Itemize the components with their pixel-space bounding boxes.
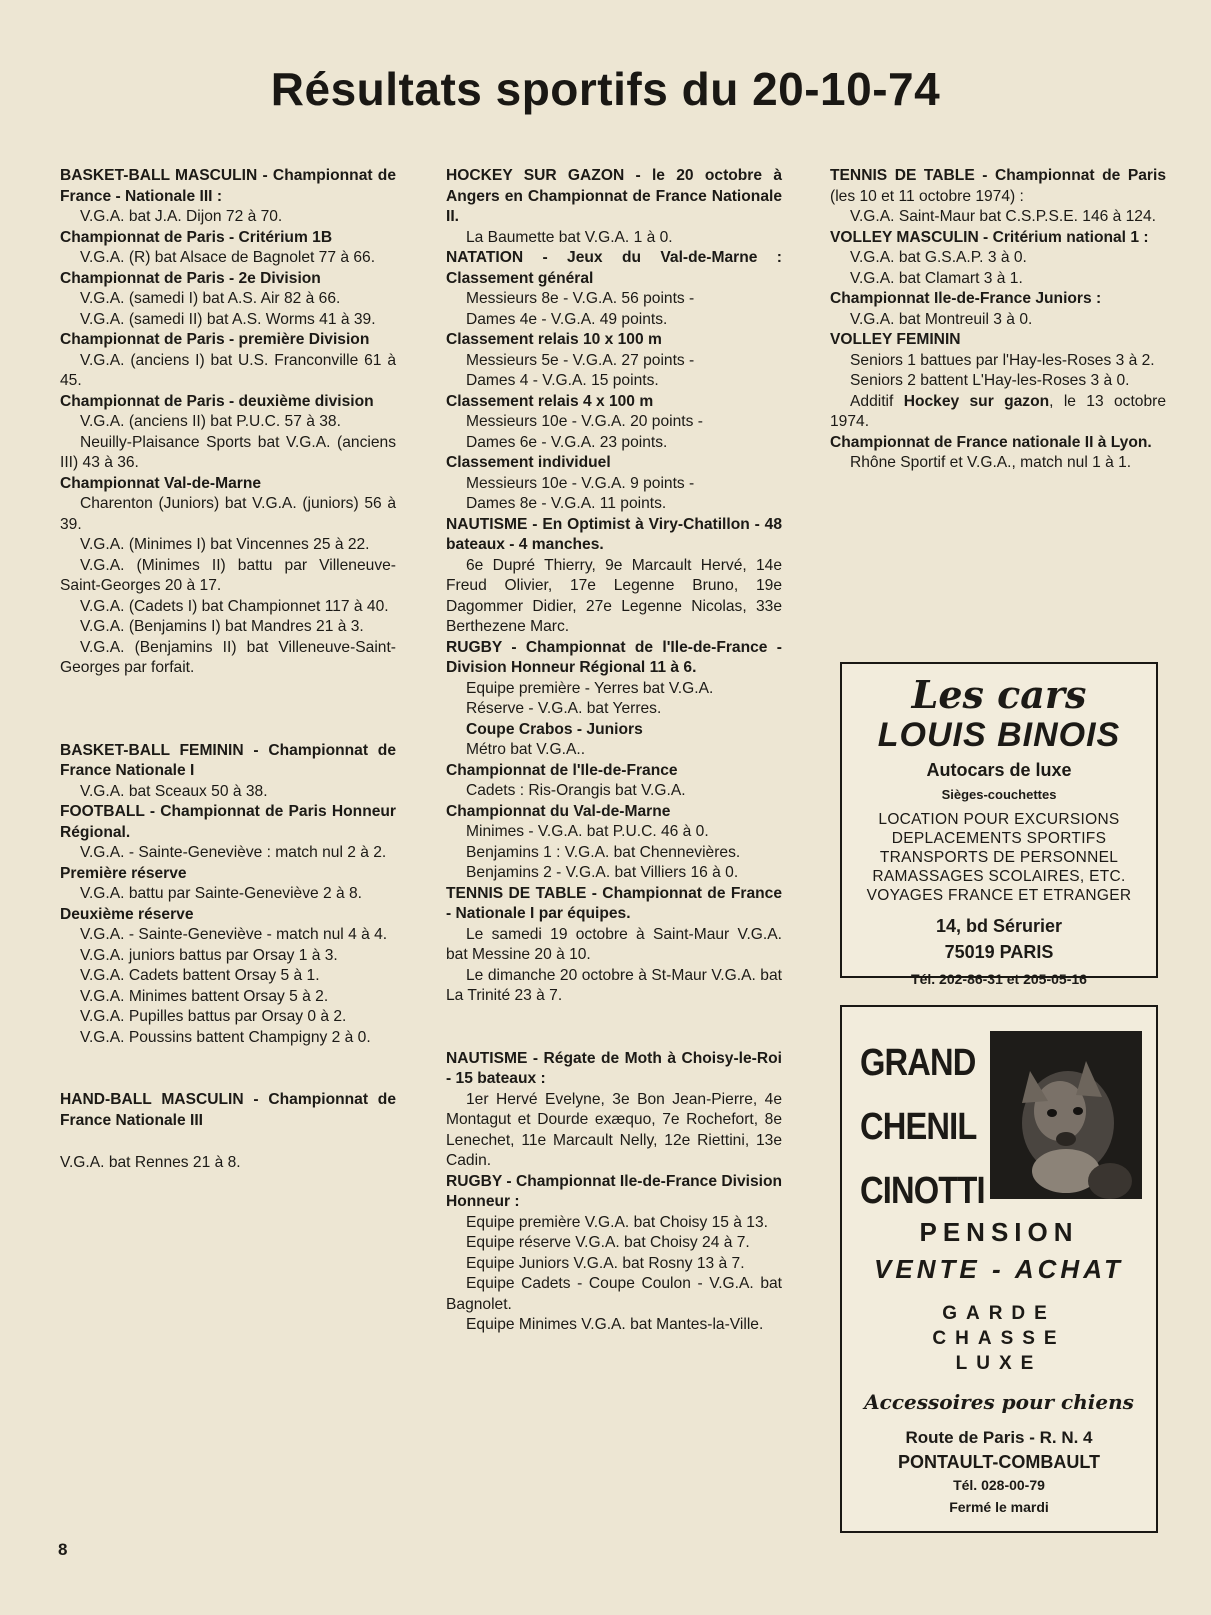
- ad-tagline: Autocars de luxe: [926, 760, 1072, 780]
- ad-chenil-cinotti: [840, 1005, 1158, 1533]
- result-line: Equipe première - Yerres bat V.G.A.: [466, 679, 714, 697]
- result-line: V.G.A. bat Rennes 21 à 8.: [60, 1154, 241, 1171]
- section-heading: Classement individuel: [446, 454, 611, 471]
- service-line: DEPLACEMENTS SPORTIFS: [891, 830, 1107, 847]
- ad-accessories: Accessoires pour chiens: [864, 1390, 1134, 1414]
- result-line: V.G.A. juniors battus par Orsay 1 à 3.: [80, 946, 338, 964]
- service-line: LUXE: [955, 1353, 1043, 1374]
- section-heading: NATATION - Jeux du Val-de-Marne : Classement général: [446, 249, 782, 287]
- ad-brand-name: LOUIS BINOIS: [877, 716, 1121, 754]
- section-heading: Championnat de Paris - 2e Division: [60, 269, 321, 287]
- section-heading: Deuxième réserve: [60, 905, 194, 923]
- section-heading: HAND-BALL MASCULIN - Championnat de France Nationale III: [60, 1091, 396, 1129]
- result-line: V.G.A. (Minimes II) battu par Villeneuve-Saint-Georges 20 à 17.: [60, 556, 396, 594]
- result-line: Dames 6e - V.G.A. 23 points.: [466, 433, 668, 451]
- result-line: Benjamins 1 : V.G.A. bat Chennevières.: [466, 843, 741, 861]
- result-line: Le samedi 19 octobre à Saint-Maur V.G.A. bat Messine 20 à 10.: [446, 925, 782, 963]
- result-line: Equipe Cadets - Coupe Coulon - V.G.A. bat Bagnolet.: [446, 1275, 782, 1313]
- result-line: Messieurs 5e - V.G.A. 27 points -: [466, 351, 695, 369]
- brand-line: CINOTTI: [860, 1170, 985, 1212]
- additif-date: , le 13 octobre 1974.: [830, 392, 1166, 430]
- result-line: Equipe première V.G.A. bat Choisy 15 à 13.: [466, 1213, 768, 1231]
- result-line: V.G.A. bat Sceaux 50 à 38.: [80, 782, 268, 800]
- brand-line: CHENIL: [860, 1106, 977, 1148]
- results-column-1: [60, 166, 396, 1174]
- section-heading: BASKET-BALL MASCULIN - Championnat de France - Nationale III :: [60, 167, 396, 205]
- additif-sport: Hockey sur gazon: [903, 392, 1050, 410]
- ad-pension: PENSION: [919, 1217, 1079, 1247]
- result-line: V.G.A. (samedi I) bat A.S. Air 82 à 66.: [80, 290, 341, 307]
- result-line: V.G.A. (Minimes I) bat Vincennes 25 à 22.: [80, 536, 370, 553]
- result-line: 1er Hervé Evelyne, 3e Bon Jean-Pierre, 4e Montagut et Dourde exæquo, 7e Rochefort, 8e Lenechet, 11e Marcault Nelly, 12e Riettini, 13e Cadin.: [446, 1090, 782, 1169]
- section-heading: Classement relais 10 x 100 m: [446, 331, 662, 348]
- section-heading: Championnat de France nationale II à Lyon.: [830, 433, 1152, 451]
- result-line: Réserve - V.G.A. bat Yerres.: [466, 700, 662, 717]
- section-heading: BASKET-BALL FEMININ - Championnat de France Nationale I: [60, 741, 396, 779]
- ad-services: [842, 810, 1156, 905]
- result-line: Cadets : Ris-Orangis bat V.G.A.: [466, 782, 686, 799]
- result-line: 6e Dupré Thierry, 9e Marcault Hervé, 14e Freud Olivier, 17e Legenne Bruno, 19e Dagommer Didier, 27e Legenne Nicolas, 33e Berthezene Marc.: [446, 556, 782, 635]
- result-line: Messieurs 8e - V.G.A. 56 points -: [466, 290, 695, 307]
- result-line: V.G.A. Cadets battent Orsay 5 à 1.: [80, 967, 320, 984]
- ad-louis-binois: [840, 662, 1158, 987]
- section-heading: [830, 166, 1166, 207]
- result-line: V.G.A. (Benjamins II) bat Villeneuve-Saint-Georges par forfait.: [60, 638, 396, 676]
- section-heading: Classement relais 4 x 100 m: [446, 392, 654, 410]
- result-line: Equipe réserve V.G.A. bat Choisy 24 à 7.: [466, 1234, 750, 1251]
- result-line: Equipe Minimes V.G.A. bat Mantes-la-Ville.: [466, 1316, 764, 1333]
- result-line: Minimes - V.G.A. bat P.U.C. 46 à 0.: [466, 823, 709, 840]
- ad-subtagline: Sièges-couchettes: [941, 787, 1057, 802]
- ad-brand-name: [860, 1031, 985, 1223]
- section-heading: Championnat de Paris - deuxième division: [60, 392, 374, 410]
- section-heading: Championnat de Paris - première Division: [60, 331, 370, 348]
- section-heading: RUGBY - Championnat de l'Ile-de-France - Division Honneur Régional 11 à 6.: [446, 638, 782, 676]
- heading-detail: (les 10 et 11 octobre 1974) :: [830, 187, 1024, 205]
- result-line: Charenton (Juniors) bat V.G.A. (juniors) 56 à 39.: [60, 495, 396, 533]
- result-line: Benjamins 2 - V.G.A. bat Villiers 16 à 0.: [466, 864, 739, 881]
- result-line: V.G.A. battu par Sainte-Geneviève 2 à 8.: [80, 885, 363, 902]
- result-line: V.G.A. bat Clamart 3 à 1.: [850, 269, 1023, 287]
- section-heading: NAUTISME - En Optimist à Viry-Chatillon - 48 bateaux - 4 manches.: [446, 515, 782, 553]
- ad-route: Route de Paris - R. N. 4: [905, 1428, 1093, 1447]
- section-heading: RUGBY - Championnat Ile-de-France Division Honneur :: [446, 1172, 782, 1210]
- result-line: [830, 392, 1166, 433]
- section-heading: Championnat Val-de-Marne: [60, 474, 262, 492]
- result-line: V.G.A. bat Montreuil 3 à 0.: [850, 310, 1033, 328]
- page-number: 8: [58, 1540, 68, 1559]
- result-line: Dames 8e - V.G.A. 11 points.: [466, 495, 667, 512]
- result-line: V.G.A. Poussins battent Champigny 2 à 0.: [80, 1028, 371, 1046]
- ad-closing-day: Fermé le mardi: [949, 1499, 1049, 1515]
- result-line: Le dimanche 20 octobre à St-Maur V.G.A. bat La Trinité 23 à 7.: [446, 966, 782, 1004]
- ad-town: PONTAULT-COMBAULT: [898, 1452, 1100, 1472]
- result-line: Messieurs 10e - V.G.A. 9 points -: [466, 474, 695, 492]
- result-line: V.G.A. bat G.S.A.P. 3 à 0.: [850, 249, 1027, 266]
- section-heading: Championnat du Val-de-Marne: [446, 802, 671, 820]
- ad-address: [842, 913, 1156, 965]
- address-city: 75019 PARIS: [944, 942, 1054, 962]
- result-line: V.G.A. (R) bat Alsace de Bagnolet 77 à 66.: [80, 249, 376, 266]
- result-line: V.G.A. Minimes battent Orsay 5 à 2.: [80, 987, 329, 1005]
- result-line: V.G.A. Pupilles battus par Orsay 0 à 2.: [80, 1008, 347, 1025]
- result-line: V.G.A. (Benjamins I) bat Mandres 21 à 3.: [80, 618, 364, 635]
- result-line: Dames 4 - V.G.A. 15 points.: [466, 372, 659, 389]
- dog-photo: [990, 1031, 1142, 1199]
- ad-lower-text: [842, 1217, 1156, 1515]
- section-heading: Championnat de l'Ile-de-France: [446, 761, 678, 779]
- additif-label: Additif: [850, 392, 904, 410]
- ad-services: [842, 1301, 1156, 1376]
- dog-photo-icon: [990, 1031, 1142, 1199]
- result-line: Neuilly-Plaisance Sports bat V.G.A. (anciens III) 43 à 36.: [60, 433, 396, 471]
- result-line: Rhône Sportif et V.G.A., match nul 1 à 1.: [850, 454, 1132, 471]
- page-title: Résultats sportifs du 20-10-74: [270, 63, 941, 115]
- service-line: CHASSE: [932, 1328, 1066, 1349]
- result-line: V.G.A. (anciens I) bat U.S. Franconville 61 à 45.: [60, 351, 396, 389]
- section-heading: VOLLEY MASCULIN - Critérium national 1 :: [830, 228, 1149, 246]
- results-column-2: [446, 166, 782, 1336]
- service-line: TRANSPORTS DE PERSONNEL: [879, 849, 1119, 866]
- service-line: RAMASSAGES SCOLAIRES, ETC.: [872, 868, 1126, 885]
- section-heading: Coupe Crabos - Juniors: [466, 720, 643, 738]
- result-line: V.G.A. (samedi II) bat A.S. Worms 41 à 39.: [80, 310, 376, 328]
- brand-line: GRAND: [860, 1042, 976, 1084]
- result-line: Métro bat V.G.A..: [466, 741, 586, 758]
- result-line: Seniors 1 battues par l'Hay-les-Roses 3 à 2.: [850, 351, 1155, 369]
- service-line: GARDE: [942, 1303, 1056, 1324]
- service-line: VOYAGES FRANCE ET ETRANGER: [866, 887, 1132, 904]
- section-heading: Première réserve: [60, 864, 187, 882]
- ad-phone: Tél. 202-86-31 et 205-05-16: [911, 971, 1087, 987]
- section-heading: Championnat de Paris - Critérium 1B: [60, 228, 333, 246]
- result-line: V.G.A. Saint-Maur bat C.S.P.S.E. 146 à 124.: [850, 208, 1156, 225]
- section-heading: NAUTISME - Régate de Moth à Choisy-le-Roi - 15 bateaux :: [446, 1049, 782, 1087]
- section-heading: TENNIS DE TABLE - Championnat de France - Nationale I par équipes.: [446, 884, 782, 922]
- address-street: 14, bd Sérurier: [935, 916, 1063, 936]
- result-line: Seniors 2 battent L'Hay-les-Roses 3 à 0.: [850, 372, 1130, 389]
- ad-phone: Tél. 028-00-79: [953, 1477, 1045, 1493]
- service-line: LOCATION POUR EXCURSIONS: [878, 811, 1120, 828]
- heading-bold: TENNIS DE TABLE - Championnat de Paris: [830, 167, 1166, 184]
- result-line: Equipe Juniors V.G.A. bat Rosny 13 à 7.: [466, 1254, 745, 1272]
- ad-brand-script: Les cars: [911, 672, 1087, 717]
- section-heading: VOLLEY FEMININ: [830, 331, 961, 348]
- result-line: V.G.A. bat J.A. Dijon 72 à 70.: [80, 208, 283, 225]
- section-heading: HOCKEY SUR GAZON - le 20 octobre à Angers en Championnat de France Nationale II.: [446, 167, 782, 225]
- result-line: Messieurs 10e - V.G.A. 20 points -: [466, 413, 703, 430]
- result-line: Dames 4e - V.G.A. 49 points.: [466, 310, 668, 328]
- ad-vente-achat: VENTE - ACHAT: [874, 1254, 1124, 1284]
- result-line: V.G.A. - Sainte-Geneviève - match nul 4 à 4.: [80, 926, 388, 943]
- result-line: V.G.A. (Cadets I) bat Championnet 117 à 40.: [80, 597, 389, 615]
- result-line: V.G.A. (anciens II) bat P.U.C. 57 à 38.: [80, 413, 341, 430]
- section-heading: FOOTBALL - Championnat de Paris Honneur Régional.: [60, 803, 396, 841]
- results-column-3: [830, 166, 1166, 474]
- section-heading: Championnat Ile-de-France Juniors :: [830, 290, 1102, 307]
- result-line: La Baumette bat V.G.A. 1 à 0.: [466, 228, 673, 246]
- result-line: V.G.A. - Sainte-Geneviève : match nul 2 à 2.: [80, 844, 387, 861]
